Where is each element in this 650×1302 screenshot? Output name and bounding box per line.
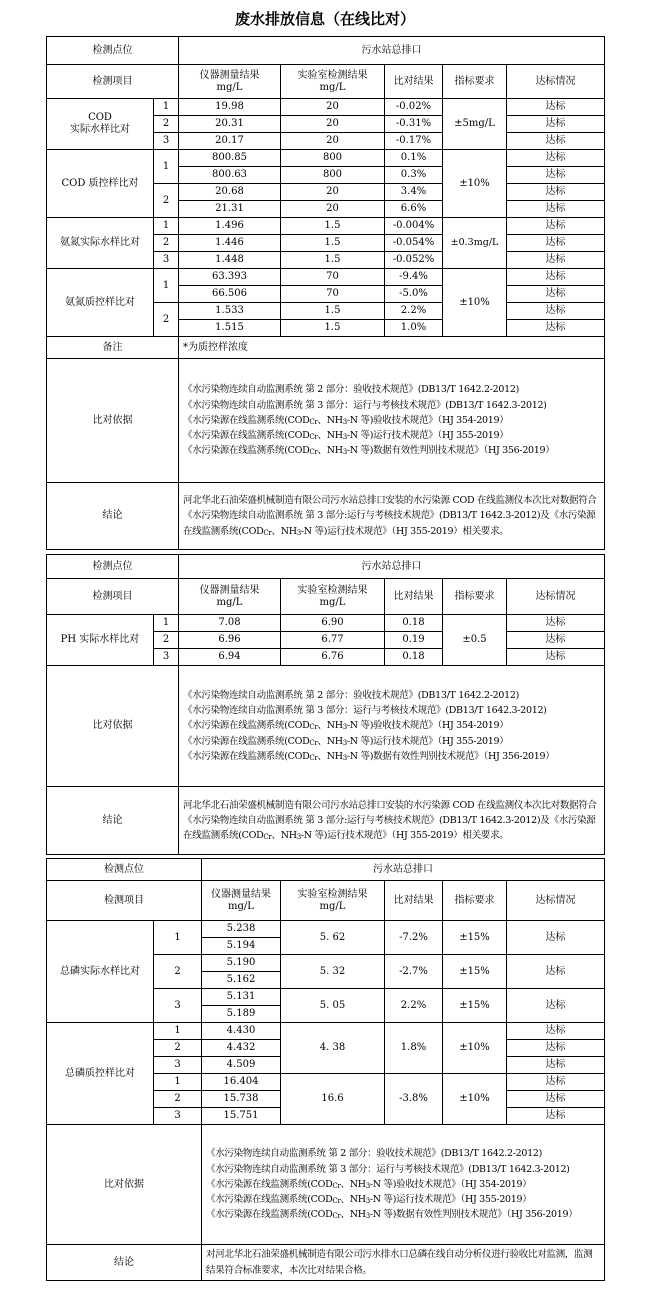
nh3-qc-req: ±10%: [443, 269, 507, 337]
table-cell: 70: [281, 286, 385, 303]
basis-label: 比对依据: [47, 666, 179, 787]
table-cell: 3: [154, 133, 179, 150]
table-cell: 达标: [507, 1091, 605, 1108]
table-cell: 6.6%: [385, 201, 443, 218]
table-cell: 1.5: [281, 235, 385, 252]
table-cell: 1: [154, 1023, 202, 1040]
table-cell: 800.63: [179, 167, 281, 184]
basis-line: 《水污染源在线监测系统($COD_{Cr}$、$NH_3-N$ 等)验收技术规范》（HJ 354-2019）: [206, 1178, 532, 1190]
table-cell: 1: [154, 150, 179, 184]
table-cell: -7.2%: [385, 921, 443, 955]
table-cell: 4.509: [202, 1057, 281, 1074]
table-cell: -0.17%: [385, 133, 443, 150]
table-cell: 6.94: [179, 649, 281, 666]
basis-line: 《水污染源在线监测系统($COD_{Cr}$、$NH_3-N$ 等)运行技术规范》（HJ 355-2019）: [183, 430, 509, 442]
table-cell: 2.2%: [385, 303, 443, 320]
table-cell: 3.4%: [385, 184, 443, 201]
basis-line: 《水污染物连续自动监测系统 第 3 部分：运行与考核技术规范》(DB13/T 1642.3-2012): [183, 399, 547, 411]
table-cell: 1: [154, 99, 179, 116]
table-cell: 5. 05: [281, 989, 385, 1023]
table-cell: 6.90: [281, 615, 385, 632]
table-cell: 20: [281, 201, 385, 218]
table-cell: 4.430: [202, 1023, 281, 1040]
basis-line: 《水污染物连续自动监测系统 第 2 部分：验收技术规范》(DB13/T 1642.2-2012): [183, 384, 519, 396]
conclusion-label: 结论: [47, 1245, 202, 1281]
table-cell: 2: [154, 955, 202, 989]
table-cell: 20: [281, 99, 385, 116]
table-cell: 达标: [507, 167, 605, 184]
std-header: 达标情况: [507, 65, 605, 99]
table-cell: 3: [154, 252, 179, 269]
table-cell: 63.393: [179, 269, 281, 286]
cod-qc-name: COD 质控样比对: [47, 150, 154, 218]
table-cell: 19.98: [179, 99, 281, 116]
table-cell: 1: [154, 1074, 202, 1091]
table-cell: 3: [154, 1057, 202, 1074]
inst-header: 仪器测量结果 mg/L: [179, 65, 281, 99]
table-cell: 1.446: [179, 235, 281, 252]
table-cell: 1: [154, 269, 179, 303]
table-cell: -3.8%: [385, 1074, 443, 1125]
table-cell: 5.189: [202, 1006, 281, 1023]
conclusion-label: 结论: [47, 787, 179, 855]
conclusion-text: 对河北华北石油荣盛机械制造有限公司污水排水口总磷在线自动分析仪进行验收比对监测，监测结果符合标准要求，本次比对结果合格。: [202, 1245, 605, 1281]
basis-list: [202, 1125, 605, 1245]
table-cell: 达标: [507, 632, 605, 649]
table-cell: 2: [154, 632, 179, 649]
tp-qc-name: 总磷质控样比对: [47, 1023, 154, 1125]
table-cell: 2: [154, 1091, 202, 1108]
note-label: 备注: [47, 337, 179, 359]
table-cell: 达标: [507, 320, 605, 337]
std-header: 达标情况: [507, 881, 605, 921]
table-cell: 达标: [507, 1023, 605, 1040]
table-cell: 5.162: [202, 972, 281, 989]
basis-line: 《水污染物连续自动监测系统 第 2 部分：验收技术规范》(DB13/T 1642.2-2012): [206, 1148, 542, 1160]
table-cell: 达标: [507, 235, 605, 252]
table-cell: 达标: [507, 252, 605, 269]
table-cell: -2.7%: [385, 955, 443, 989]
table-cell: 1.0%: [385, 320, 443, 337]
basis-line: 《水污染源在线监测系统($COD_{Cr}$、$NH_3-N$ 等)验收技术规范》（HJ 354-2019）: [183, 414, 509, 426]
table-cell: 5. 32: [281, 955, 385, 989]
table-cell: 达标: [507, 303, 605, 320]
table-cell: 2: [154, 303, 179, 337]
point-label: 检测点位: [47, 37, 179, 65]
table-cell: 20.68: [179, 184, 281, 201]
table-cell: 1: [154, 615, 179, 632]
conclusion-label: 结论: [47, 483, 179, 550]
table-cell: 2: [154, 235, 179, 252]
std-header: 达标情况: [507, 579, 605, 615]
inst-header: 仪器测量结果 mg/L: [202, 881, 281, 921]
basis-line: 《水污染源在线监测系统($COD_{Cr}$、$NH_3-N$ 等)数据有效性判别技术规范》（HJ 356-2019）: [183, 750, 555, 762]
table-cell: 1.5: [281, 252, 385, 269]
online-comparison-table-2: [46, 554, 605, 855]
table-cell: 5.238: [202, 921, 281, 938]
lab-header: 实验室检测结果 mg/L: [281, 881, 385, 921]
cod-actual-req: ±5mg/L: [443, 99, 507, 150]
table-cell: 20: [281, 133, 385, 150]
table-cell: 4.432: [202, 1040, 281, 1057]
basis-line: 《水污染源在线监测系统($COD_{Cr}$、$NH_3-N$ 等)运行技术规范》（HJ 355-2019）: [206, 1194, 532, 1206]
table-cell: 1: [154, 921, 202, 955]
table-cell: 达标: [507, 615, 605, 632]
basis-label: 比对依据: [47, 1125, 202, 1245]
table-cell: 达标: [507, 133, 605, 150]
table-cell: 达标: [507, 269, 605, 286]
point-label: 检测点位: [47, 859, 202, 881]
table-cell: 1: [154, 218, 179, 235]
table-cell: ±10%: [443, 1023, 507, 1074]
table-cell: 800: [281, 167, 385, 184]
req-header: 指标要求: [443, 579, 507, 615]
table-cell: 20.31: [179, 116, 281, 133]
table-cell: -0.02%: [385, 99, 443, 116]
note-value: *为质控样浓度: [179, 337, 605, 359]
table-cell: 达标: [507, 286, 605, 303]
table-cell: 1.496: [179, 218, 281, 235]
point-value: 污水站总排口: [179, 555, 605, 579]
cod-qc-req: ±10%: [443, 150, 507, 218]
online-comparison-table-1: [46, 36, 605, 550]
table-cell: 20: [281, 184, 385, 201]
conclusion-text: 河北华北石油荣盛机械制造有限公司污水站总排口安装的水污染源 COD 在线监测仪本次比对数据符合《水污染物连续自动监测系统 第 3 部分:运行与考核技术规范》(DB13/T 1642.3-2012)及《水污染源在线监测系统($COD_{Cr}$、$NH_3-N$ 等)运行技术规范》（HJ 355-2019）相关要求。: [179, 787, 605, 855]
ph-name: PH 实际水样比对: [47, 615, 154, 666]
table-cell: -0.31%: [385, 116, 443, 133]
item-label: 检测项目: [47, 579, 179, 615]
table-cell: 3: [154, 989, 202, 1023]
table-cell: 达标: [507, 989, 605, 1023]
table-cell: 达标: [507, 1040, 605, 1057]
table-cell: 16.6: [281, 1074, 385, 1125]
table-cell: 800.85: [179, 150, 281, 167]
basis-list: [179, 666, 605, 787]
cmp-header: 比对结果: [385, 881, 443, 921]
table-cell: ±15%: [443, 921, 507, 955]
table-cell: 1.5: [281, 303, 385, 320]
table-cell: 6.76: [281, 649, 385, 666]
table-cell: 达标: [507, 955, 605, 989]
table-cell: 0.18: [385, 649, 443, 666]
table-cell: 20: [281, 116, 385, 133]
table-cell: 0.3%: [385, 167, 443, 184]
table-cell: 3: [154, 1108, 202, 1125]
item-label: 检测项目: [47, 881, 202, 921]
table-cell: 7.08: [179, 615, 281, 632]
table-cell: 达标: [507, 184, 605, 201]
table-cell: 达标: [507, 921, 605, 955]
table-cell: 1.5: [281, 218, 385, 235]
table-cell: 15.751: [202, 1108, 281, 1125]
table-cell: -0.004%: [385, 218, 443, 235]
cmp-header: 比对结果: [385, 65, 443, 99]
table-cell: 达标: [507, 150, 605, 167]
basis-line: 《水污染物连续自动监测系统 第 2 部分：验收技术规范》(DB13/T 1642.2-2012): [183, 689, 519, 701]
table-cell: 1.515: [179, 320, 281, 337]
nh3-actual-name: 氨氮实际水样比对: [47, 218, 154, 269]
table-cell: 达标: [507, 116, 605, 133]
table-cell: 15.738: [202, 1091, 281, 1108]
table-cell: 达标: [507, 1057, 605, 1074]
table-cell: 1.533: [179, 303, 281, 320]
basis-line: 《水污染源在线监测系统($COD_{Cr}$、$NH_3-N$ 等)运行技术规范》（HJ 355-2019）: [183, 735, 509, 747]
online-comparison-table-3: [46, 858, 605, 1281]
basis-line: 《水污染源在线监测系统($COD_{Cr}$、$NH_3-N$ 等)数据有效性判别技术规范》（HJ 356-2019）: [206, 1209, 578, 1221]
inst-header: 仪器测量结果 mg/L: [179, 579, 281, 615]
table-cell: 1.8%: [385, 1023, 443, 1074]
table-cell: 2: [154, 116, 179, 133]
table-cell: 5.190: [202, 955, 281, 972]
table-cell: 达标: [507, 201, 605, 218]
nh3-actual-req: ±0.3mg/L: [443, 218, 507, 269]
table-cell: 达标: [507, 649, 605, 666]
table-cell: 16.404: [202, 1074, 281, 1091]
table-cell: 2: [154, 184, 179, 218]
point-label: 检测点位: [47, 555, 179, 579]
req-header: 指标要求: [443, 65, 507, 99]
basis-list: [179, 359, 605, 483]
page-title: 废水排放信息（在线比对）: [234, 10, 415, 28]
point-value: 污水站总排口: [202, 859, 605, 881]
table-cell: ±15%: [443, 955, 507, 989]
cod-actual-name: COD 实际水样比对: [47, 99, 154, 150]
table-cell: 1.448: [179, 252, 281, 269]
basis-line: 《水污染物连续自动监测系统 第 3 部分：运行与考核技术规范》(DB13/T 1642.3-2012): [183, 705, 547, 717]
table-cell: 4. 38: [281, 1023, 385, 1074]
table-cell: 3: [154, 649, 179, 666]
table-cell: 6.77: [281, 632, 385, 649]
table-cell: 0.19: [385, 632, 443, 649]
table-cell: -0.054%: [385, 235, 443, 252]
table-cell: 1.5: [281, 320, 385, 337]
table-cell: 达标: [507, 99, 605, 116]
table-cell: ±15%: [443, 989, 507, 1023]
table-cell: -0.052%: [385, 252, 443, 269]
table-cell: 0.18: [385, 615, 443, 632]
table-cell: 70: [281, 269, 385, 286]
conclusion-text: 河北华北石油荣盛机械制造有限公司污水站总排口安装的水污染源 COD 在线监测仪本次比对数据符合《水污染物连续自动监测系统 第 3 部分:运行与考核技术规范》(DB13/T 1642.3-2012)及《水污染源在线监测系统($COD_{Cr}$、$NH_3-N$ 等)运行技术规范》（HJ 355-2019）相关要求。: [179, 483, 605, 550]
table-cell: 2: [154, 1040, 202, 1057]
table-cell: -5.0%: [385, 286, 443, 303]
item-label: 检测项目: [47, 65, 179, 99]
cmp-header: 比对结果: [385, 579, 443, 615]
point-value: 污水站总排口: [179, 37, 605, 65]
table-cell: -9.4%: [385, 269, 443, 286]
table-cell: 5.131: [202, 989, 281, 1006]
tp-actual-name: 总磷实际水样比对: [47, 921, 154, 1023]
table-cell: 5.194: [202, 938, 281, 955]
ph-req: ±0.5: [443, 615, 507, 666]
basis-line: 《水污染源在线监测系统($COD_{Cr}$、$NH_3-N$ 等)验收技术规范》（HJ 354-2019）: [183, 720, 509, 732]
nh3-qc-name: 氨氮质控样比对: [47, 269, 154, 337]
basis-label: 比对依据: [47, 359, 179, 483]
table-cell: 800: [281, 150, 385, 167]
table-cell: ±10%: [443, 1074, 507, 1125]
table-cell: 2.2%: [385, 989, 443, 1023]
table-cell: 5. 62: [281, 921, 385, 955]
table-cell: 21.31: [179, 201, 281, 218]
basis-line: 《水污染源在线监测系统($COD_{Cr}$、$NH_3-N$ 等)数据有效性判别技术规范》（HJ 356-2019）: [183, 445, 555, 457]
table-cell: 达标: [507, 1108, 605, 1125]
table-cell: 0.1%: [385, 150, 443, 167]
table-cell: 6.96: [179, 632, 281, 649]
table-cell: 达标: [507, 218, 605, 235]
table-cell: 66.506: [179, 286, 281, 303]
lab-header: 实验室检测结果 mg/L: [281, 579, 385, 615]
req-header: 指标要求: [443, 881, 507, 921]
table-cell: 20.17: [179, 133, 281, 150]
basis-line: 《水污染物连续自动监测系统 第 3 部分：运行与考核技术规范》(DB13/T 1642.3-2012): [206, 1163, 570, 1175]
table-cell: 达标: [507, 1074, 605, 1091]
lab-header: 实验室检测结果 mg/L: [281, 65, 385, 99]
